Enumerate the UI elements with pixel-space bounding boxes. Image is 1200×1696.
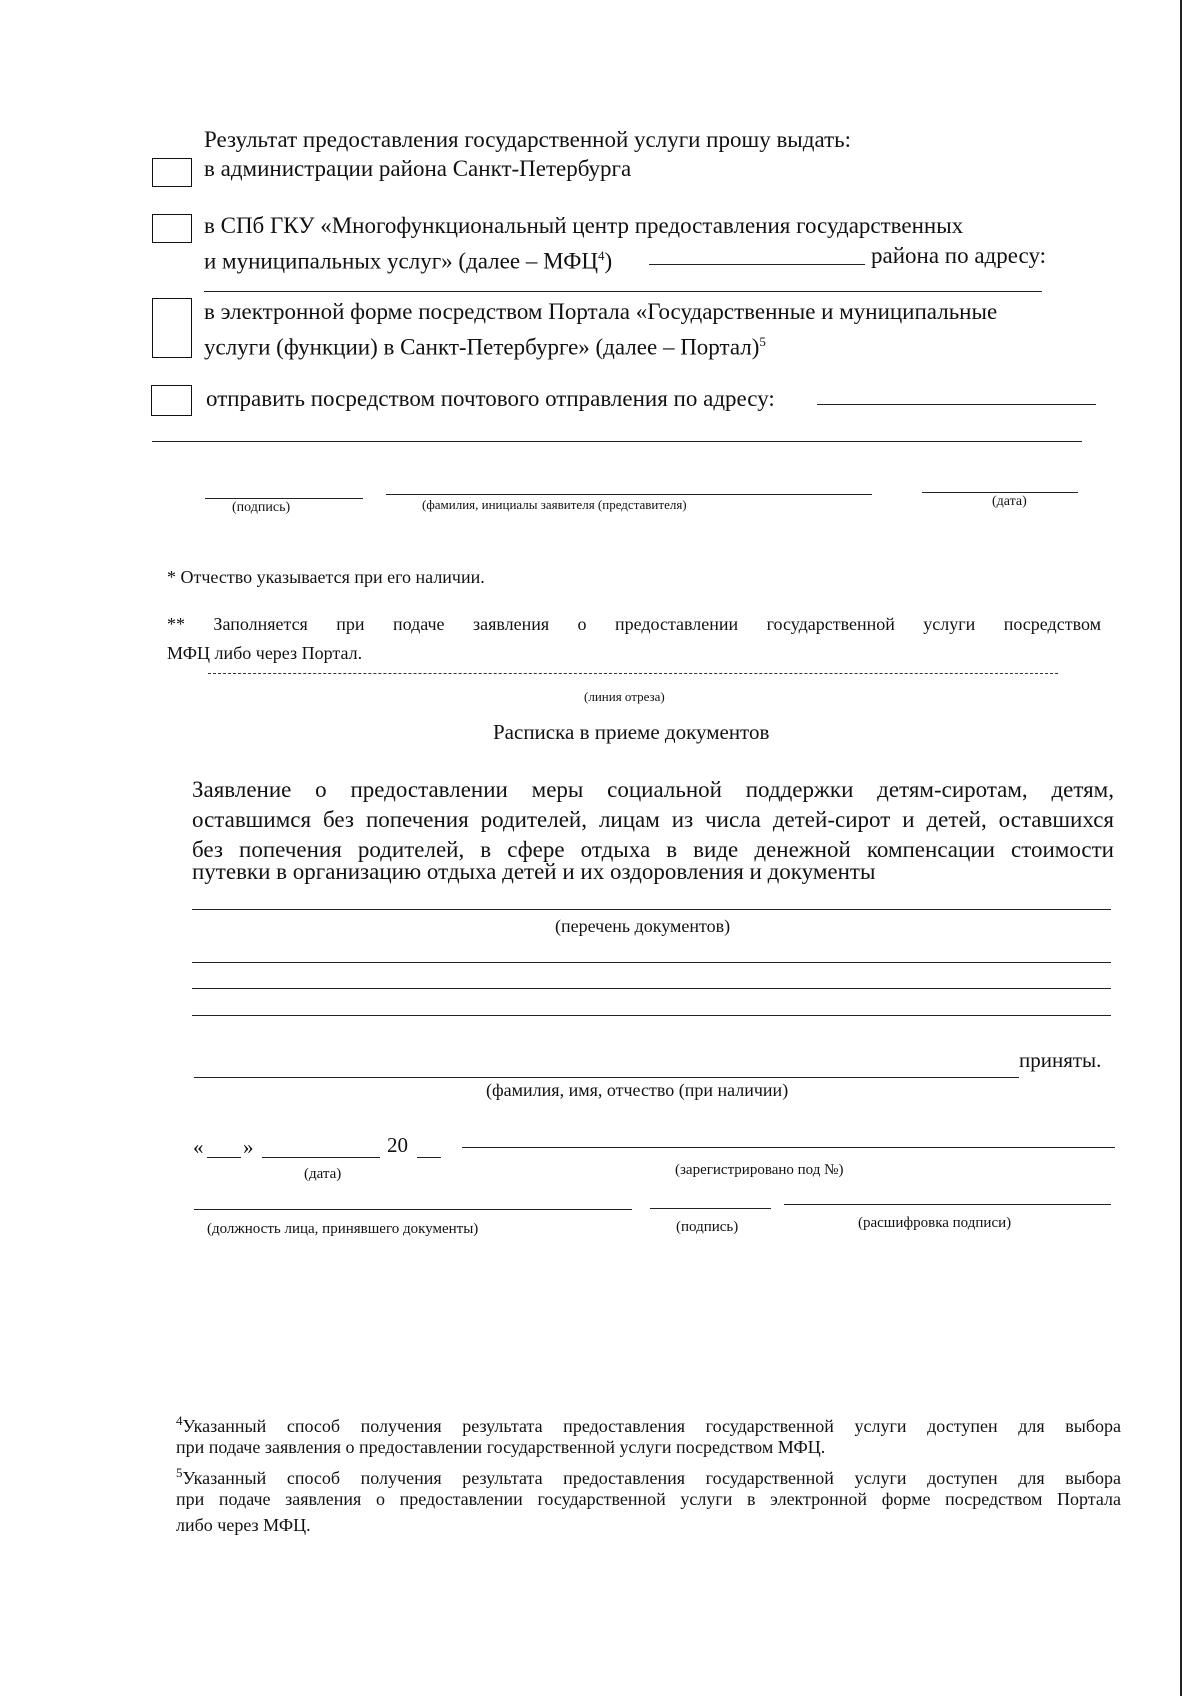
- date-caption-receipt: (дата): [304, 1166, 342, 1182]
- doc-list-field-4[interactable]: [192, 1015, 1111, 1016]
- doc-list-caption: (перечень документов): [555, 916, 731, 936]
- result-heading: Результат предоставления государственной услуги прошу выдать:: [204, 127, 852, 152]
- checkbox-admin[interactable]: [152, 158, 192, 187]
- option-admin-label: в администрации района Санкт-Петербурга: [204, 156, 632, 181]
- month-field[interactable]: [262, 1157, 380, 1158]
- receipt-para-line1: Заявление о предоставлении меры социальной поддержки детям-сиротам, детям,: [192, 777, 1114, 802]
- year-prefix: 20: [387, 1133, 408, 1157]
- doc-list-field-3[interactable]: [192, 988, 1111, 989]
- registration-number-field[interactable]: [462, 1147, 1115, 1148]
- option-portal-line1: в электронной форме посредством Портала «Государственные и муниципальные: [204, 299, 998, 324]
- option-mfc-line1: в СПб ГКУ «Многофункциональный центр предоставления государственных: [204, 213, 964, 238]
- receipt-para-line4: путевки в организацию отдыха детей и их оздоровления и документы: [192, 859, 876, 884]
- position-caption: (должность лица, принявшего документы): [207, 1221, 479, 1237]
- signature-decode-field[interactable]: [784, 1204, 1111, 1205]
- page-right-edge: [1180, 0, 1182, 1696]
- mfc-district-field[interactable]: [649, 264, 865, 265]
- decode-caption: (расшифровка подписи): [858, 1215, 1012, 1231]
- applicant-name-field[interactable]: [386, 494, 872, 495]
- quote-close: »: [243, 1135, 254, 1159]
- mail-address-field-2[interactable]: [152, 441, 1082, 442]
- signature-caption: (подпись): [232, 500, 291, 515]
- receipt-signature-caption: (подпись): [676, 1219, 739, 1235]
- receipt-title: Расписка в приеме документов: [493, 720, 770, 744]
- signature-field[interactable]: [205, 498, 363, 499]
- footnote-4-line2: при подаче заявления о предоставлении государственной услуги посредством МФЦ.: [176, 1437, 826, 1457]
- note-mfc-line1: ** Заполняется при подаче заявления о предоставлении государственной услуги посредством: [167, 614, 1101, 634]
- footnote-4-line1: $^4$Указанный способ получения результата предоставления государственной услуги доступен для выбора: [176, 1413, 1121, 1436]
- checkbox-mail[interactable]: [151, 385, 192, 416]
- checkbox-mfc[interactable]: [152, 214, 192, 243]
- doc-list-field-2[interactable]: [192, 962, 1111, 963]
- applicant-name-caption: (фамилия, инициалы заявителя (представителя): [422, 497, 687, 512]
- cut-line-label: (линия отреза): [584, 689, 665, 704]
- date-field[interactable]: [922, 492, 1078, 493]
- footnote-5-line3: либо через МФЦ.: [176, 1515, 311, 1535]
- note-mfc-line2: МФЦ либо через Портал.: [167, 643, 363, 663]
- mail-address-field[interactable]: [817, 404, 1096, 405]
- fio-caption: (фамилия, имя, отчество (при наличии): [486, 1080, 789, 1100]
- footnote-5-line2: при подаче заявления о предоставлении государственной услуги в электронной форме посредством Портала: [176, 1489, 1121, 1509]
- registered-caption: (зарегистрировано под №): [675, 1162, 844, 1178]
- receipt-para-line3: без попечения родителей, в сфере отдыха в виде денежной компенсации стоимости: [192, 837, 1114, 862]
- footnote-5-line1: $^5$Указанный способ получения результата предоставления государственной услуги доступен для выбора: [176, 1465, 1121, 1488]
- accepted-label: приняты.: [1019, 1048, 1102, 1072]
- date-caption: (дата): [992, 494, 1027, 509]
- quote-open: «: [193, 1135, 204, 1159]
- note-patronymic: * Отчество указывается при его наличии.: [167, 567, 485, 587]
- year-field[interactable]: [417, 1157, 441, 1158]
- position-field[interactable]: [194, 1209, 632, 1210]
- receipt-signature-field[interactable]: [650, 1208, 771, 1209]
- checkbox-portal[interactable]: [152, 298, 192, 358]
- day-field[interactable]: [207, 1157, 241, 1158]
- option-mail-label: отправить посредством почтового отправления по адресу:: [206, 386, 775, 411]
- mfc-address-field[interactable]: [204, 291, 1042, 292]
- option-portal-line2: услуги (функции) в Санкт-Петербурге» (далее – Портал)$^5$: [204, 334, 766, 360]
- receipt-para-line2: оставшимся без попечения родителей, лицам из числа детей-сирот и детей, оставшихся: [192, 807, 1114, 832]
- cut-line: [208, 673, 1058, 674]
- option-mfc-line2: и муниципальных услуг» (далее – МФЦ$^4$): [204, 248, 613, 274]
- doc-list-field-1[interactable]: [192, 909, 1111, 910]
- option-mfc-line2-end: района по адресу:: [871, 243, 1047, 268]
